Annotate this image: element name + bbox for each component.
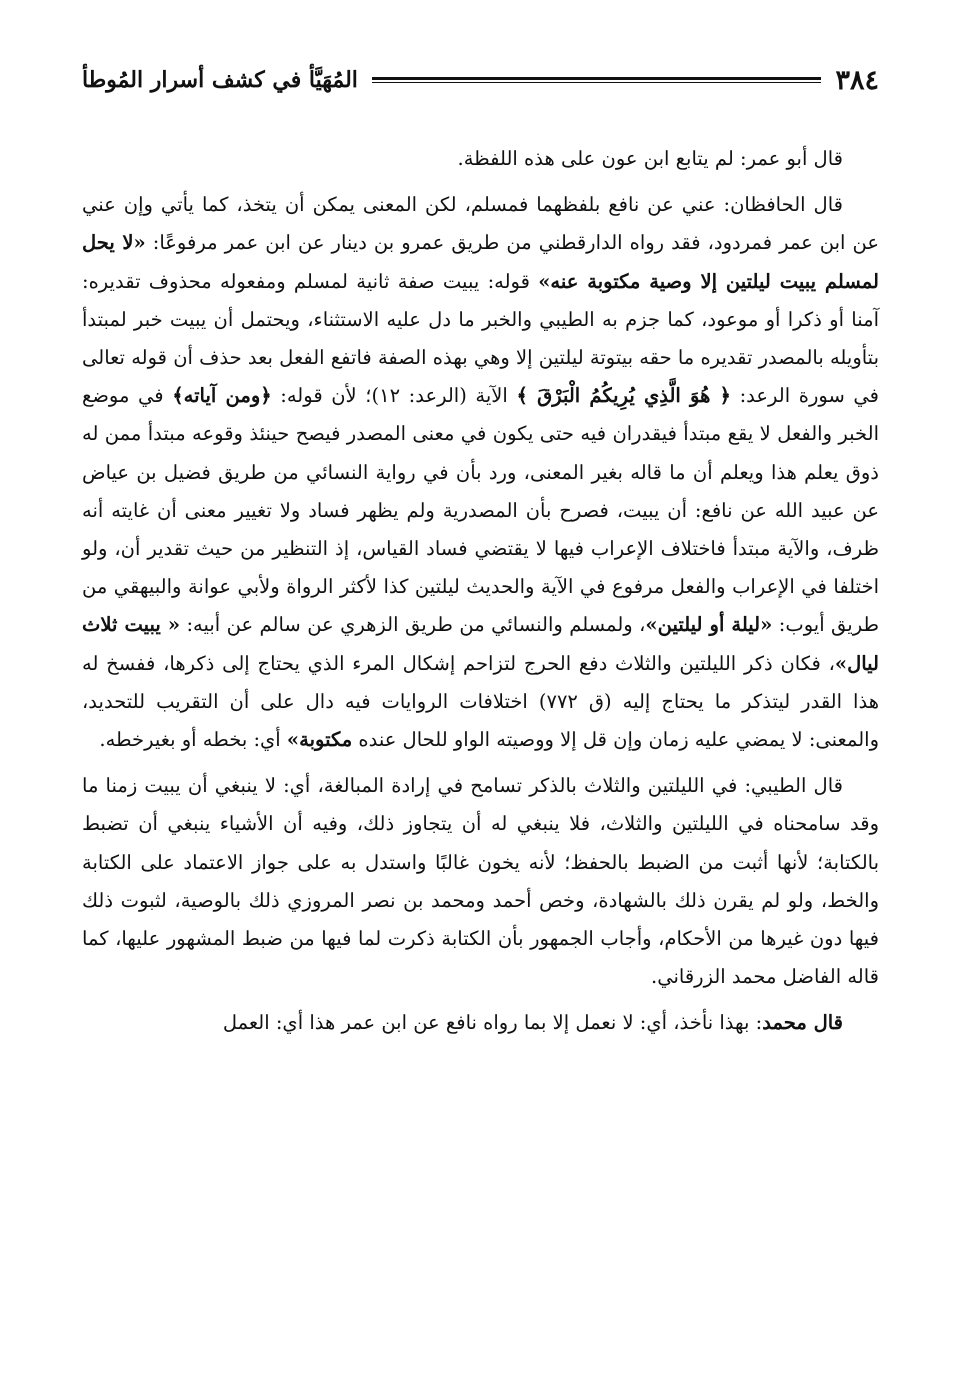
- text-segment: ، ولمسلم والنسائي من طريق الزهري عن سالم عن أبيه:: [180, 613, 646, 637]
- hadith-quote: «لا يحل لمسلم يبيت ليلتين إلا وصية مكتوبة عنه»: [82, 231, 879, 293]
- running-header: [82, 60, 879, 100]
- header-rule: [372, 77, 822, 83]
- text-segment: في موضع الخبر والفعل لا يقع مبتدأ فيقدران فيه حتى يكون في معنى المصدر فيصح حينئذ وقوعه مبتدأ ممن له ذوق يعلم هذا ويعلم أن ما قاله بغير المعنى، ورد بأن في رواية النسائي من طريق فضيل بن عياض عن عبيد الله عن نافع: أن يبيت، فصرح بأن المصدرية ولم يظهر فساد ولا تغيير معنى أن غايته أنه ظرف، والآية مبتدأ فاختلاف الإعراب فيها لا يقتضي فساد القياس، إذ التنظير من حيث تقدير أن، ولو اختلفا في الإعراب والفعل مرفوع في الآية والحديث ليلتين كذا لأكثر الرواة ولأبي عوانة والبيهقي من طريق أيوب:: [82, 384, 880, 637]
- text-segment: قال الطيبي: في الليلتين والثلاث بالذكر تسامح في إرادة المبالغة، أي: لا ينبغي أن يبيت زمنا ما وقد سامحناه في الليلتين والثلاث، فلا ينبغي له أن يتجاوز ذلك، وفيه أن الأشياء ينبغي أن تضبط بالكتابة؛ لأنها أثبت من الضبط بالحفظ؛ لأنه يخون غالبًا واستدل به على جواز الاعتماد على الكتابة والخط، ولو لم يقرن ذلك بالشهادة، وخص أحمد ومحمد بن نصر المروزي ذلك بالوصية، لثبوت ذلك فيها دون غيرها من الأحكام، وأجاب الجمهور بأن الكتابة ذكرت لما فيها من ضبط المشهور عليها، كما قاله الفاضل محمد الزرقاني.: [82, 774, 879, 989]
- hadith-quote: « يبيت ثلاث ليال»: [82, 613, 879, 675]
- body-text: [82, 140, 879, 1051]
- text-segment: قال الحافظان: عني عن نافع بلفظهما فمسلم، لكن المعنى يمكن أن يتخذ، كما يأتي وإن عني عن ابن عمر فمردود، فقد رواه الدارقطني من طريق عمرو بن دينار عن ابن عمر مرفوعًا:: [82, 193, 879, 255]
- book-title: المُهَيَّأ في كشف أسرار المُوطأ: [82, 67, 358, 93]
- speaker-label: قال محمد: [762, 1011, 843, 1035]
- paragraph-hafizan: [82, 186, 879, 759]
- quran-verse: ﴿ومن آياته﴾: [172, 384, 272, 408]
- paragraph-abu-umar: [82, 140, 879, 178]
- hadith-quote: «ليلة أو ليلتين»: [645, 613, 773, 637]
- paragraph-muhammad: [82, 1004, 879, 1042]
- text-segment: أي: بخطه أو بغيرخطه.: [99, 728, 287, 752]
- quran-verse: ﴿ هُوَ الَّذِي يُرِيكُمُ الْبَرْقَ ﴾: [516, 384, 731, 408]
- hadith-quote: مكتوبة»: [286, 728, 353, 752]
- text-segment: : بهذا نأخذ، أي: لا نعمل إلا بما رواه نافع عن ابن عمر هذا أي: العمل: [222, 1011, 763, 1035]
- text-segment: ، فكان ذكر الليلتين والثلاث دفع الحرج لتزاحم إشكال المرء الذي يحتاج إلى ذكرها، ففسخ له هذا القدر ليتذكر ما يحتاج إليه (ق ٧٧٢) اختلافات الروايات فيه دال على أن التقريب للتحديد، والمعنى: لا يمضي عليه زمان وإن قل إلا ووصيته الواو للحال عنده: [82, 651, 879, 752]
- paragraph-tibi: [82, 767, 879, 996]
- text-segment: قال أبو عمر: لم يتابع ابن عون على هذه اللفظة.: [457, 147, 843, 170]
- text-segment: الآية (الرعد: ١٢)؛ لأن قوله:: [271, 384, 517, 408]
- page-number: ٣٨٤: [835, 64, 879, 96]
- text-segment: قوله: يبيت صفة ثانية لمسلم ومفعوله محذوف تقديره: آمنا أو ذكرا أو موعود، كما جزم به الطيبي والخبر ما دل عليه الاستثناء، ويحتمل أن يبيت خبر لمبتدأ بتأويله بالمصدر تقديره ما حقه بيتوتة ليلتين إلا وهي بهذه الصفة فاتفع الفعل بعد حذف أن قوله تعالى في سورة الرعد:: [82, 269, 879, 408]
